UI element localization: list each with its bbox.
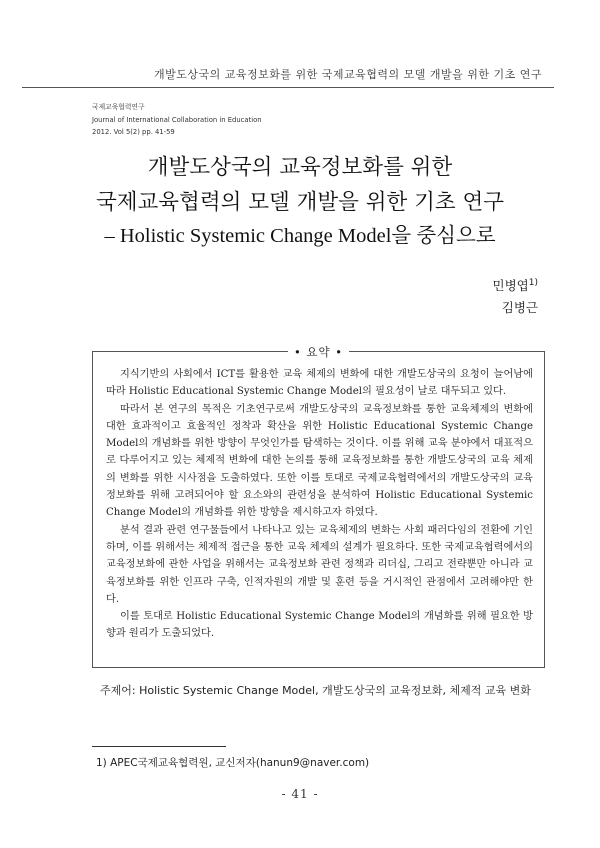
journal-issue: 2012. Vol 5(2) pp. 41-59 — [92, 128, 175, 136]
subtitle: – Holistic Systemic Change Model을 중심으로 — [104, 225, 496, 247]
abstract-paragraph-4: 이를 토대로 Holistic Educational Systemic Change Model의 개념화를 위해 필요한 방향과 원리가 도출되었다. — [106, 611, 533, 640]
author-2 — [502, 298, 538, 316]
author-2-name: 김병근 — [501, 300, 538, 315]
journal-name-ko: 국제교육협력연구 — [92, 103, 145, 111]
abstract-paragraph-3: 분석 결과 관련 연구물들에서 나타나고 있는 교육체제의 변화는 사회 패러다임의 전환에 기인하며, 이를 위해서는 체제적 접근을 통한 교육 체제의 설계가 필요하다. 또한 국제교육협력에서의 교육정보화에 관한 사업을 위해서는 교육정보화 관련 정책과 리더십, 그리고 전략뿐만 아니라 교육정보화를 위한 인프라 구축, 인적자원의 개발 및 훈련 등을 거시적인 관점에서 고려해야만 한다. — [106, 524, 533, 605]
title-line-2: 국제교육협력의 모델 개발을 위한 기초 연구 — [95, 190, 504, 215]
footnote-rule — [92, 746, 226, 747]
running-header: 개발도상국의 교육정보화를 위한 국제교육협력의 모델 개발을 위한 기초 연구 — [153, 68, 542, 81]
abstract-heading-text: • 요약 • — [288, 345, 349, 359]
title-line-1: 개발도상국의 교육정보화를 위한 — [147, 155, 453, 180]
page-number: - 41 - — [281, 787, 319, 801]
keywords: 주제어: Holistic Systemic Change Model, 개발도상국의 교육정보화, 체제적 교육 변화 — [100, 684, 531, 697]
journal-name-en: Journal of International Collaboration in Education — [92, 115, 262, 124]
abstract-paragraph-1: 지식기반의 사회에서 ICT를 활용한 교육 체제의 변화에 대한 개발도상국의 요청이 늘어남에 따라 Holistic Educational Systemic Change Model의 필요성이 날로 대두되고 있다. — [106, 369, 533, 398]
abstract-heading — [93, 344, 544, 360]
abstract-body — [106, 366, 533, 643]
author-1 — [493, 276, 538, 294]
author-1-footnote-mark: 1) — [528, 277, 538, 288]
header-rule — [22, 87, 554, 88]
footnote: 1) APEC국제교육협력원, 교신저자(hanun9@naver.com) — [96, 757, 370, 769]
abstract-box — [92, 345, 545, 668]
journal-info — [92, 101, 262, 139]
author-1-name: 민병엽 — [492, 278, 529, 293]
abstract-paragraph-2: 따라서 본 연구의 목적은 기초연구로써 개발도상국의 교육정보화를 통한 교육체제의 변화에 대한 효과적이고 효율적인 정착과 확산을 위한 Holistic Educational Systemic Change Model의 개념화를 위한 방향이 무엇인가를 탐색하는 것이다. 이를 위해 교육 분야에서 대표적으로 다루어지고 있는 체제적 변화에 대한 논의를 통해 교육정보화를 통한 개발도상국의 교육 체제의 변화를 위한 시사점을 도출하였다. 또한 이를 토대로 국제교육협력에서의 개발도상국의 교육정보화를 위해 고려되어야 할 요소와의 관련성을 분석하여 Holistic Educational Systemic Change Model의 개념화를 위한 방향을 제시하고자 하였다. — [106, 403, 533, 519]
